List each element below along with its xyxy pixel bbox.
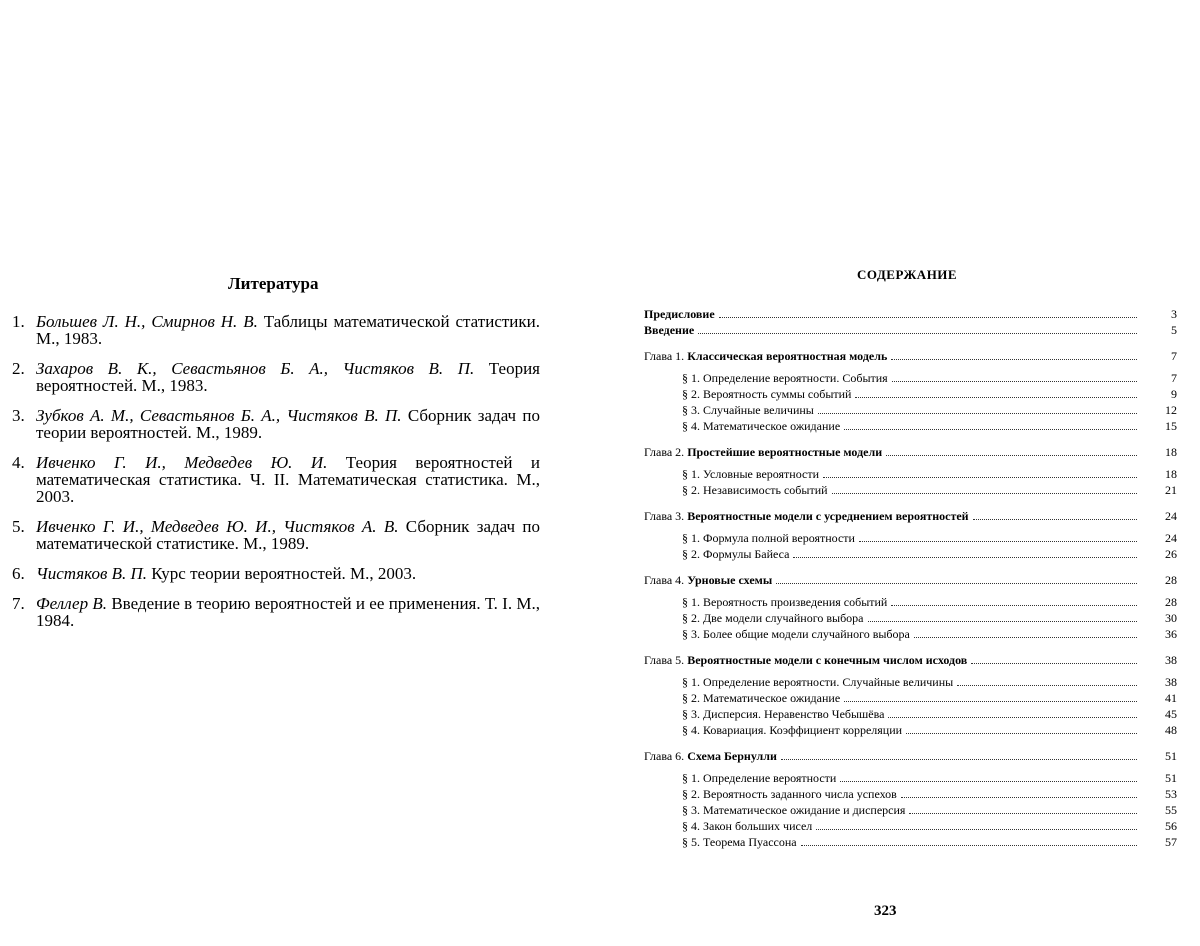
bibliography-item [12, 518, 540, 552]
bibliography-item [12, 360, 540, 394]
toc-section-entry [644, 786, 1177, 802]
leader-dots [793, 557, 1137, 558]
bibliography-item-text: Теория вероятностей. М., 1983. [36, 359, 540, 395]
toc-chapter-prefix: Глава 2. [644, 445, 685, 459]
leader-dots [855, 397, 1137, 398]
bibliography-item-text: Сборник задач по математической статистике. М., 1989. [36, 517, 540, 553]
leader-dots [971, 663, 1137, 664]
leader-dots [719, 317, 1137, 318]
toc-page-number: 51 [1165, 749, 1177, 763]
bibliography-item-text: Теория вероятностей и математическая статистика. Ч. II. Математическая статистика. М., 2003. [36, 453, 540, 506]
bibliography-item-authors: Захаров В. К., Севастьянов Б. А., Чистяков В. П. [36, 359, 475, 378]
bibliography-item-text: Сборник задач по теории вероятностей. М., 1989. [36, 406, 541, 442]
page-number: 323 [874, 903, 897, 919]
toc-chapter-prefix: Глава 1. [644, 349, 685, 363]
leader-dots [901, 797, 1137, 798]
toc-section-label: § 4. Закон больших чисел [682, 819, 813, 833]
leader-dots [888, 717, 1137, 718]
leader-dots [781, 759, 1137, 760]
leader-dots [818, 413, 1137, 414]
toc-page-number: 3 [1171, 307, 1177, 321]
leader-dots [868, 621, 1138, 622]
toc-chapter-prefix: Глава 3. [644, 509, 685, 523]
toc-chapter-entry [644, 444, 1177, 460]
bibliography-item-authors: Чистяков В. П. [36, 564, 147, 583]
toc-chapter-title: Вероятностные модели с конечным числом исходов [687, 653, 968, 667]
toc-page-number: 7 [1171, 371, 1177, 385]
toc-section-label: § 1. Определение вероятности. Случайные величины [682, 675, 954, 689]
toc-section-entry [644, 706, 1177, 722]
toc-page-number: 24 [1165, 531, 1177, 545]
toc-section-entry [644, 418, 1177, 434]
table-of-contents [644, 306, 1177, 850]
leader-dots [844, 429, 1137, 430]
bibliography-title: Литература [228, 274, 319, 293]
toc-chapter-title: Простейшие вероятностные модели [687, 445, 883, 459]
toc-page-number: 18 [1165, 467, 1177, 481]
bibliography-item [12, 454, 540, 505]
toc-section-entry [644, 482, 1177, 498]
toc-section-entry [644, 610, 1177, 626]
toc-section-label: § 3. Дисперсия. Неравенство Чебышёва [682, 707, 885, 721]
toc-page-number: 18 [1165, 445, 1177, 459]
toc-front-entry [644, 306, 1177, 322]
toc-section-label: § 1. Формула полной вероятности [682, 531, 855, 545]
leader-dots [973, 519, 1137, 520]
leader-dots [698, 333, 1137, 334]
leader-dots [823, 477, 1137, 478]
leader-dots [776, 583, 1137, 584]
toc-chapter-title: Вероятностные модели с усреднением вероятностей [687, 509, 969, 523]
toc-section-entry [644, 386, 1177, 402]
toc-chapter-prefix: Глава 6. [644, 749, 685, 763]
toc-chapter-title: Схема Бернулли [687, 749, 777, 763]
toc-page-number: 9 [1171, 387, 1177, 401]
leader-dots [891, 605, 1137, 606]
toc-page-number: 28 [1165, 573, 1177, 587]
bibliography-item [12, 313, 540, 347]
bibliography-item [12, 595, 540, 629]
bibliography-item-authors: Зубков А. М., Севастьянов Б. А., Чистяков В. П. [36, 406, 402, 425]
toc-section-label: § 4. Ковариация. Коэффициент корреляции [682, 723, 903, 737]
toc-section-label: § 2. Вероятность суммы событий [682, 387, 852, 401]
toc-section-entry [644, 466, 1177, 482]
toc-chapter-entry [644, 508, 1177, 524]
bibliography-item-text: Курс теории вероятностей. М., 2003. [147, 564, 417, 583]
toc-chapter-prefix: Глава 5. [644, 653, 685, 667]
toc-page-number: 38 [1165, 653, 1177, 667]
toc-front-label: Введение [644, 323, 695, 337]
toc-section-label: § 1. Вероятность произведения событий [682, 595, 888, 609]
leader-dots [844, 701, 1137, 702]
leader-dots [914, 637, 1137, 638]
toc-page-number: 7 [1171, 349, 1177, 363]
toc-section-entry [644, 690, 1177, 706]
toc-page-number: 55 [1165, 803, 1177, 817]
bibliography-item [12, 565, 540, 582]
toc-section-entry [644, 722, 1177, 738]
toc-section-entry [644, 834, 1177, 850]
toc-section-entry [644, 802, 1177, 818]
toc-page-number: 51 [1165, 771, 1177, 785]
toc-section-entry [644, 546, 1177, 562]
bibliography-item-number: 4. [12, 453, 25, 472]
bibliography-item-authors: Феллер В. [36, 594, 108, 613]
toc-section-label: § 5. Теорема Пуассона [682, 835, 797, 849]
toc-section-label: § 2. Формулы Байеса [682, 547, 790, 561]
bibliography-item [12, 407, 540, 441]
toc-page-number: 28 [1165, 595, 1177, 609]
bibliography-item-authors: Ивченко Г. И., Медведев Ю. И. [36, 453, 328, 472]
toc-page-number: 38 [1165, 675, 1177, 689]
toc-chapter-prefix: Глава 4. [644, 573, 685, 587]
leader-dots [832, 493, 1137, 494]
leader-dots [859, 541, 1137, 542]
leader-dots [816, 829, 1137, 830]
bibliography-item-text: Введение в теорию вероятностей и ее применения. Т. I. М., 1984. [36, 594, 540, 630]
toc-section-label: § 1. Определение вероятности. События [682, 371, 888, 385]
bibliography-item-text: Таблицы математической статистики. М., 1983. [36, 312, 540, 348]
bibliography-list [12, 313, 540, 642]
toc-section-entry [644, 530, 1177, 546]
toc-section-label: § 2. Вероятность заданного числа успехов [682, 787, 897, 801]
toc-page-number: 57 [1165, 835, 1177, 849]
toc-section-entry [644, 370, 1177, 386]
toc-section-label: § 3. Случайные величины [682, 403, 814, 417]
toc-page-number: 48 [1165, 723, 1177, 737]
bibliography-item-number: 6. [12, 564, 25, 583]
toc-page-number: 15 [1165, 419, 1177, 433]
toc-page-number: 30 [1165, 611, 1177, 625]
toc-page-number: 41 [1165, 691, 1177, 705]
toc-section-label: § 2. Две модели случайного выбора [682, 611, 864, 625]
toc-section-label: § 3. Более общие модели случайного выбора [682, 627, 910, 641]
bibliography-item-number: 7. [12, 594, 25, 613]
toc-section-label: § 2. Независимость событий [682, 483, 828, 497]
toc-front-label: Предисловие [644, 307, 715, 321]
toc-section-label: § 1. Условные вероятности [682, 467, 820, 481]
toc-chapter-entry [644, 748, 1177, 764]
toc-page-number: 45 [1165, 707, 1177, 721]
toc-chapter-title: Урновые схемы [687, 573, 773, 587]
toc-section-label: § 2. Математическое ожидание [682, 691, 841, 705]
toc-section-entry [644, 594, 1177, 610]
toc-section-entry [644, 674, 1177, 690]
toc-section-entry [644, 402, 1177, 418]
toc-page-number: 12 [1165, 403, 1177, 417]
toc-chapter-entry [644, 572, 1177, 588]
toc-chapter-entry [644, 652, 1177, 668]
bibliography-item-number: 5. [12, 517, 25, 536]
bibliography-item-number: 3. [12, 406, 25, 425]
toc-page-number: 26 [1165, 547, 1177, 561]
toc-section-label: § 3. Математическое ожидание и дисперсия [682, 803, 906, 817]
toc-page-number: 21 [1165, 483, 1177, 497]
bibliography-item-authors: Большев Л. Н., Смирнов Н. В. [36, 312, 258, 331]
bibliography-item-number: 1. [12, 312, 25, 331]
toc-chapter-entry [644, 348, 1177, 364]
bibliography-item-authors: Ивченко Г. И., Медведев Ю. И., Чистяков А. В. [36, 517, 399, 536]
toc-page-number: 5 [1171, 323, 1177, 337]
toc-section-entry [644, 626, 1177, 642]
leader-dots [886, 455, 1137, 456]
toc-section-label: § 4. Математическое ожидание [682, 419, 841, 433]
toc-title: СОДЕРЖАНИЕ [857, 267, 958, 282]
toc-page-number: 36 [1165, 627, 1177, 641]
leader-dots [909, 813, 1137, 814]
leader-dots [891, 359, 1137, 360]
toc-section-entry [644, 770, 1177, 786]
leader-dots [906, 733, 1137, 734]
toc-front-entry [644, 322, 1177, 338]
toc-page-number: 56 [1165, 819, 1177, 833]
toc-page-number: 53 [1165, 787, 1177, 801]
leader-dots [840, 781, 1137, 782]
toc-section-entry [644, 818, 1177, 834]
leader-dots [957, 685, 1137, 686]
bibliography-item-number: 2. [12, 359, 25, 378]
toc-chapter-title: Классическая вероятностная модель [687, 349, 888, 363]
toc-page-number: 24 [1165, 509, 1177, 523]
toc-section-label: § 1. Определение вероятности [682, 771, 837, 785]
leader-dots [801, 845, 1137, 846]
leader-dots [892, 381, 1137, 382]
